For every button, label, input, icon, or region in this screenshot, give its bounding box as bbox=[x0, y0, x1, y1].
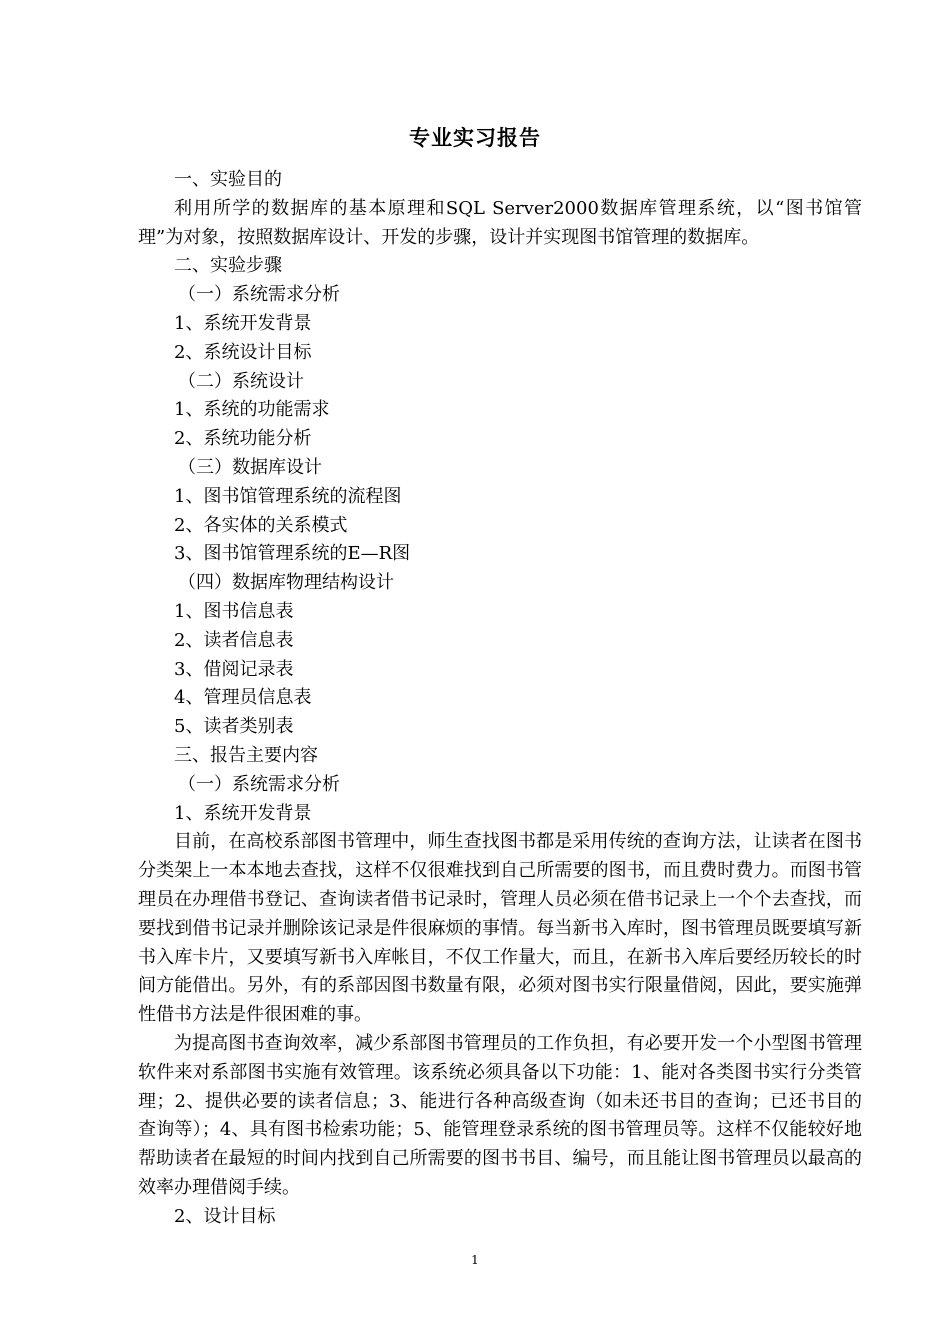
list-item: 2、系统功能分析 bbox=[174, 428, 312, 450]
list-item: 2、各实体的关系模式 bbox=[174, 514, 348, 536]
document-title: 专业实习报告 bbox=[409, 126, 541, 150]
list-item: 1、系统的功能需求 bbox=[174, 399, 330, 421]
page-number: 1 bbox=[471, 1253, 479, 1267]
subsection-heading: （四）数据库物理结构设计 bbox=[178, 572, 394, 594]
background-paragraph: 目前，在高校系部图书管理中，师生查找图书都是采用传统的查询方法，让读者在图书分类架上一本本地去查找，这样不仅很难找到自己所需要的图书，而且费时费力。而图书管理员在办理借书登记、查询读者借书记录时，管理人员必须在借书记录上一个个去查找，而要找到借书记录并删除该记录是件很麻烦的事情。每当新书入库时，图书管理员既要填写新书入库卡片，又要填写新书入库帐目，不仅工作量大，而且，在新书入库后要经历较长的时间方能借出。另外，有的系部因图书数量有限，必须对图书实行限量借阅，因此，要实施弹性借书方法是件很困难的事。 bbox=[138, 831, 862, 1026]
list-item: 1、系统开发背景 bbox=[174, 802, 312, 824]
list-item: 2、系统设计目标 bbox=[174, 341, 312, 363]
purpose-paragraph: 利用所学的数据库的基本原理和SQL Server2000数据库管理系统，以“图书馆管理”为对象，按照数据库设计、开发的步骤，设计并实现图书馆管理的数据库。 bbox=[138, 197, 862, 248]
subsection-heading: （一）系统需求分析 bbox=[178, 284, 340, 306]
list-item: 1、图书馆管理系统的流程图 bbox=[174, 485, 402, 507]
document-body bbox=[138, 166, 862, 1231]
subsection-heading: （三）数据库设计 bbox=[178, 456, 322, 478]
subsection-heading: （一）系统需求分析 bbox=[178, 773, 340, 795]
list-item: 2、读者信息表 bbox=[174, 629, 294, 651]
section-heading-3: 三、报告主要内容 bbox=[174, 744, 318, 766]
list-item: 5、读者类别表 bbox=[174, 716, 294, 738]
list-item: 3、图书馆管理系统的E—R图 bbox=[174, 543, 411, 565]
requirements-paragraph: 为提高图书查询效率，减少系部图书管理员的工作负担，有必要开发一个小型图书管理软件来对系部图书实施有效管理。该系统必须具备以下功能：1、能对各类图书实行分类管理；2、提供必要的读者信息；3、能进行各种高级查询（如未还书目的查询；已还书目的查询等）；4、具有图书检索功能；5、能管理登录系统的图书管理员等。这样不仅能较好地帮助读者在最短的时间内找到自己所需要的图书书目、编号，而且能让图书管理员以最高的效率办理借阅手续。 bbox=[138, 1032, 862, 1198]
subsection-heading: （二）系统设计 bbox=[178, 370, 304, 392]
section-heading-2: 二、实验步骤 bbox=[174, 255, 282, 277]
list-item: 2、设计目标 bbox=[174, 1205, 276, 1227]
list-item: 1、图书信息表 bbox=[174, 600, 294, 622]
list-item: 1、系统开发背景 bbox=[174, 312, 312, 334]
section-heading-1: 一、实验目的 bbox=[174, 169, 282, 190]
list-item: 4、管理员信息表 bbox=[174, 687, 312, 709]
list-item: 3、借阅记录表 bbox=[174, 658, 294, 680]
